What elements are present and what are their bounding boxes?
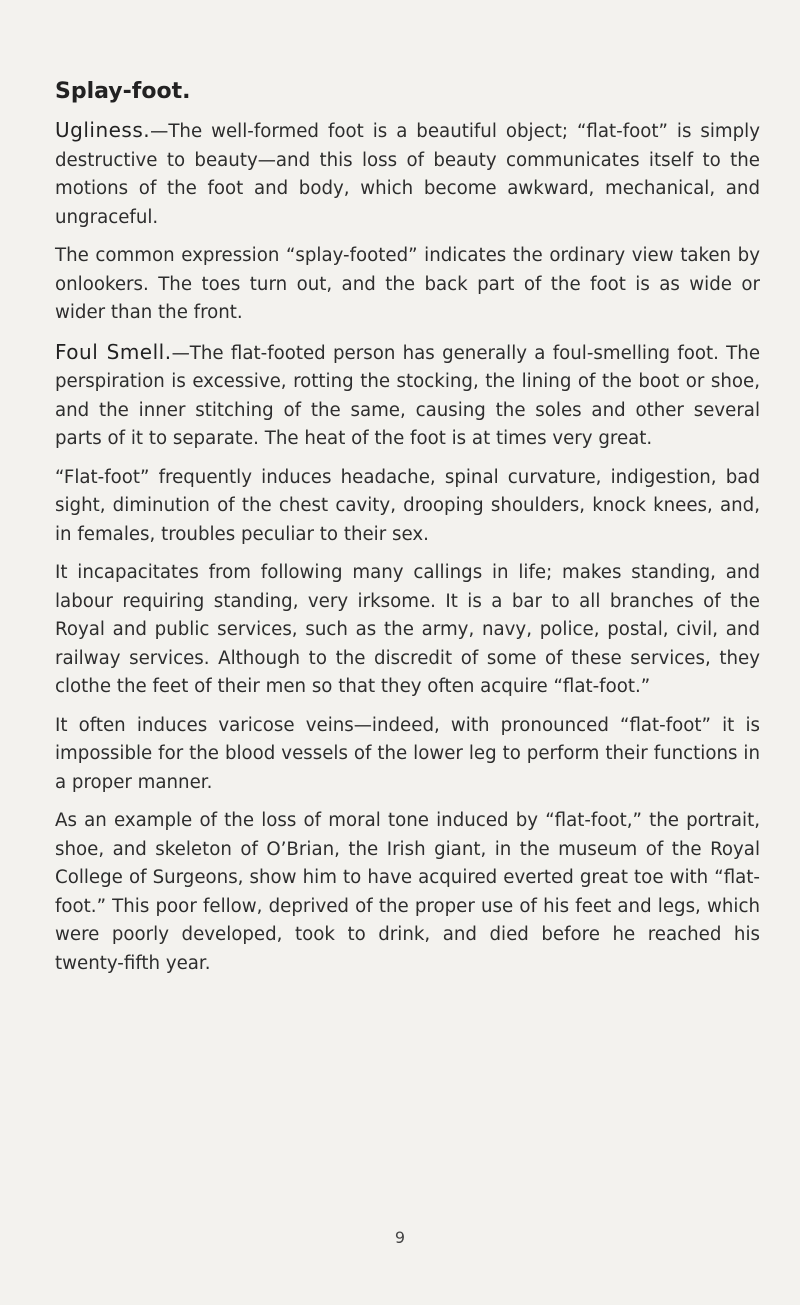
paragraph-ugliness — [55, 116, 760, 232]
paragraph-lead: Foul Smell. — [55, 339, 172, 364]
paragraph-incapacitates — [55, 559, 760, 702]
paragraph-induces-headache — [55, 464, 760, 550]
paragraph-text: It incapacitates from following many callings in life; makes standing, and labour requiring standing, very irksome. It is a bar to all branches of the Royal and public services, such as the army, navy, police, postal, civil, and railway services. Although to the discredit of some of these services, they clothe the feet of their men so that they often acquire “flat-foot.” — [55, 562, 760, 697]
page-number: 9 — [394, 1228, 406, 1247]
paragraph-text: As an example of the loss of moral tone induced by “flat-foot,” the portrait, shoe, and skeleton of O’Brian, the Irish giant, in the museum of the Royal College of Surgeons, show him to have acquired everted great toe with “flat-foot.” This poor fellow, deprived of the proper use of his feet and legs, which were poorly developed, took to drink, and died before he reached his twenty-fifth year. — [55, 810, 760, 974]
paragraph-text: —The well-formed foot is a beautiful object; “flat-foot” is simply destructive to beauty—and this loss of beauty communicates itself to the motions of the foot and body, which become awkward, mechanical, and ungraceful. — [55, 121, 760, 228]
section-heading: Splay-foot. — [55, 79, 191, 104]
paragraph-varicose-veins — [55, 712, 760, 798]
paragraph-text: “Flat-foot” frequently induces headache, spinal curvature, indigestion, bad sight, diminution of the chest cavity, drooping shoulders, knock knees, and, in females, troubles peculiar to their sex. — [55, 466, 760, 545]
page-body — [55, 78, 760, 988]
paragraph-text: The common expression “splay-footed” indicates the ordinary view taken by onlookers. The toes turn out, and the back part of the foot is as wide or wider than the front. — [55, 245, 760, 323]
paragraph-foul-smell — [55, 338, 760, 454]
paragraph-lead: Ugliness. — [55, 118, 151, 142]
paragraph-text: —The flat-footed person has generally a foul-smelling foot. The perspiration is excessive, rotting the stocking, the lining of the boot or shoe, and the inner stitching of the same, causing the soles and other several parts of it to separate. The heat of the foot is at times very great. — [55, 342, 761, 449]
paragraph-splay-footed — [55, 242, 760, 328]
paragraph-text: It often induces varicose veins—indeed, with pronounced “flat-foot” it is impossible for the blood vessels of the lower leg to perform their functions in a proper manner. — [55, 714, 760, 793]
paragraph-obrian-example — [55, 807, 760, 978]
